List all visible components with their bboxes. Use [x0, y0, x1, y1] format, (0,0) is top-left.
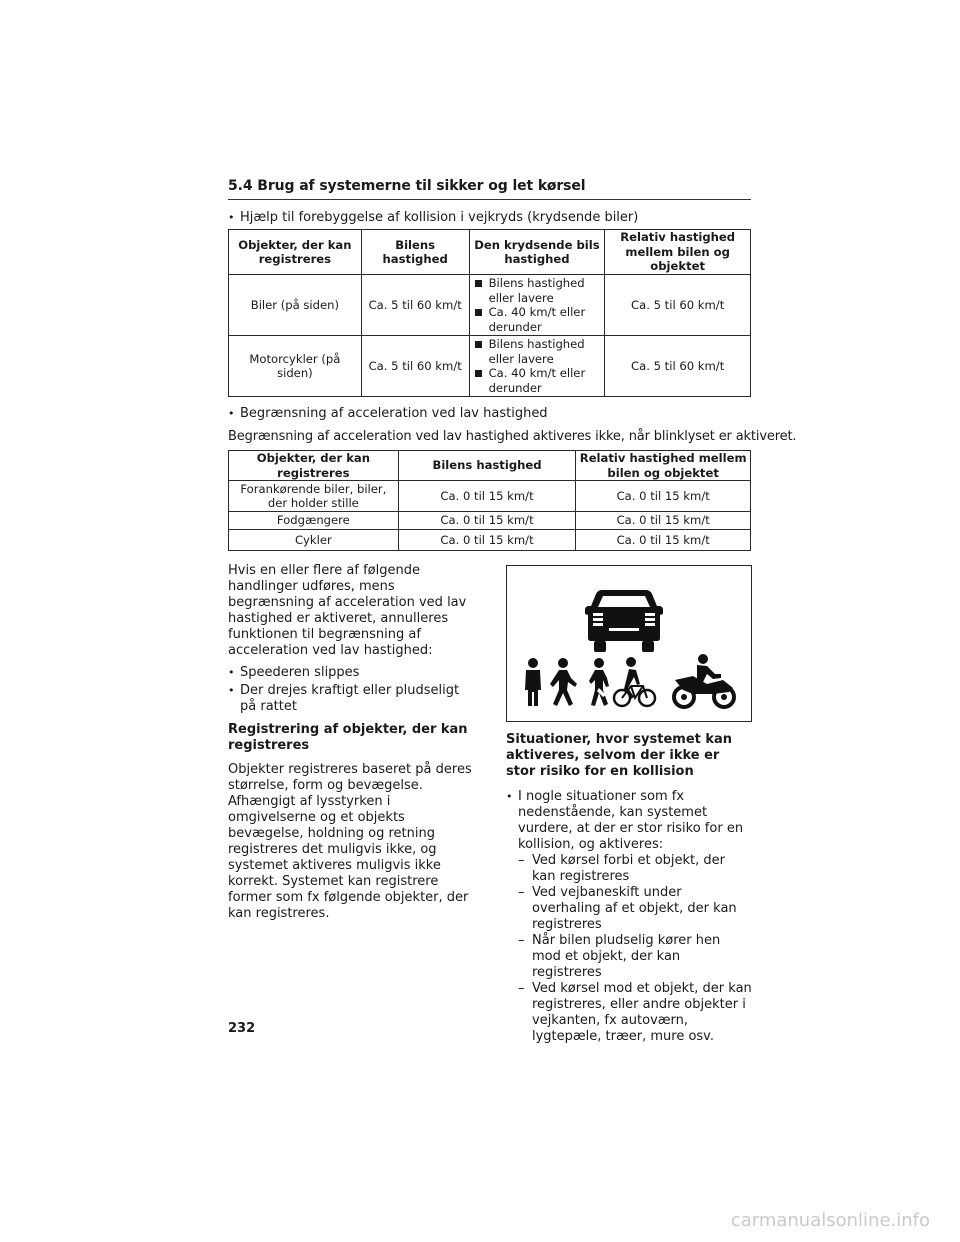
table-cell: Ca. 0 til 15 km/t [398, 512, 576, 530]
list-item: • I nogle situationer som fx nedenstående, kan systemet vurdere, at der er stor risiko for en kollision, og aktiveres: [506, 789, 744, 852]
table-cell: Ca. 0 til 15 km/t [398, 530, 576, 551]
objects-illustration [507, 566, 751, 721]
bullet-list [473, 337, 602, 395]
pedestrian-walking-icon [550, 658, 577, 706]
table-row [229, 530, 751, 551]
table-header-cell: Bilens hastighed [361, 230, 469, 275]
table-header-cell: Relativ hastighed mellem bilen og objektet [605, 230, 751, 275]
left-column [228, 563, 478, 922]
bullet-text: Hjælp til forebyggelse af kollision i vejkryds (krydsende biler) [240, 210, 639, 225]
table-row [229, 275, 751, 336]
table-header-cell: Bilens hastighed [398, 451, 576, 481]
table-header-row [229, 451, 751, 481]
table-cell: Fodgængere [229, 512, 399, 530]
list-item: Ca. 40 km/t eller derunder [473, 305, 602, 334]
dash-item: – Ved vejbaneskift under overhaling af et objekt, der kan registreres [518, 885, 737, 932]
false-activation-heading: Situationer, hvor systemet kan aktiveres, selvom der ikke er stor risiko for en kollision [506, 732, 733, 779]
table-header-cell: Den krydsende bils hastighed [469, 230, 605, 275]
bullet-dot: • [228, 684, 235, 697]
page-number: 232 [228, 1021, 256, 1036]
bullet-collision-intersection [228, 210, 751, 226]
table-cell: Ca. 0 til 15 km/t [398, 481, 576, 512]
detection-body: Objekter registreres baseret på deres størrelse, form og bevægelse. Afhængigt af lysstyrken i omgivelserne og et objekts bevægelse, holdning og retning registreres det muligvis ikke, og systemet aktiveres muligvis ikke korrekt. Systemet kan registrere former som fx følgende objekter, der kan registreres. [228, 762, 472, 921]
table-cell: Biler (på siden) [229, 275, 362, 336]
table-cell: Ca. 5 til 60 km/t [361, 275, 469, 336]
table-row [229, 481, 751, 512]
table-cell: Ca. 5 til 60 km/t [605, 336, 751, 397]
motorcycle-icon [674, 654, 734, 707]
detectable-objects-figure [506, 565, 752, 722]
cancel-conditions-intro: Hvis en eller flere af følgende handlinger udføres, mens begrænsning af acceleration ved lav hastighed er aktiveret, annulleres funktionen til begrænsning af acceleration ved lav hastighed: [228, 563, 467, 658]
bullet-low-speed-acceleration [228, 406, 751, 422]
pedestrian-standing-icon [525, 658, 541, 706]
list-item: Bilens hastighed eller lavere [473, 276, 602, 305]
low-speed-objects-table [228, 450, 751, 551]
table-header-cell: Objekter, der kan registreres [229, 451, 399, 481]
dash-item: – Ved kørsel mod et objekt, der kan registreres, eller andre objekter i vejkanten, fx autoværn, lygtepæle, træer, mure osv. [518, 981, 752, 1044]
detection-heading: Registrering af objekter, der kan registreres [228, 722, 468, 753]
table-header-cell: Relativ hastighed mellem bilen og objektet [576, 451, 751, 481]
table-header-row [229, 230, 751, 275]
watermark: carmanualsonline.info [730, 1210, 930, 1231]
table-cell [469, 336, 605, 397]
table-row [229, 512, 751, 530]
list-item: • Der drejes kraftigt eller pludseligt på rattet [228, 683, 460, 714]
dash-item: – Når bilen pludselig kører hen mod et objekt, der kan registreres [518, 933, 721, 980]
bullet-dot: • [228, 666, 235, 679]
cyclist-icon [614, 657, 655, 706]
table-cell: Ca. 5 til 60 km/t [605, 275, 751, 336]
table-cell: Ca. 5 til 60 km/t [361, 336, 469, 397]
section-title: 5.4 Brug af systemerne til sikker og let kørsel [228, 178, 751, 200]
dash-item: – Ved kørsel forbi et objekt, der kan registreres [518, 853, 726, 884]
bullet-dot: • [506, 790, 513, 803]
list-item: Ca. 40 km/t eller derunder [473, 366, 602, 395]
bullet-list [473, 276, 602, 334]
list-item: Bilens hastighed eller lavere [473, 337, 602, 366]
pedestrian-walking-icon [589, 658, 609, 706]
table-cell: Ca. 0 til 15 km/t [576, 512, 751, 530]
table-cell: Cykler [229, 530, 399, 551]
list-item: • Speederen slippes [228, 665, 360, 680]
note-turn-signal: Begrænsning af acceleration ved lav hastighed aktiveres ikke, når blinklyset er aktiveret. [228, 429, 797, 444]
table-row [229, 336, 751, 397]
table-cell: Ca. 0 til 15 km/t [576, 530, 751, 551]
table-cell: Motorcykler (på siden) [229, 336, 362, 397]
table-cell: Forankørende biler, biler, der holder stille [229, 481, 399, 512]
intersection-objects-table [228, 229, 751, 397]
right-column [506, 732, 752, 1045]
table-cell [469, 275, 605, 336]
table-cell: Ca. 0 til 15 km/t [576, 481, 751, 512]
table-header-cell: Objekter, der kan registreres [229, 230, 362, 275]
bullet-text: Begrænsning af acceleration ved lav hastighed [240, 406, 548, 421]
